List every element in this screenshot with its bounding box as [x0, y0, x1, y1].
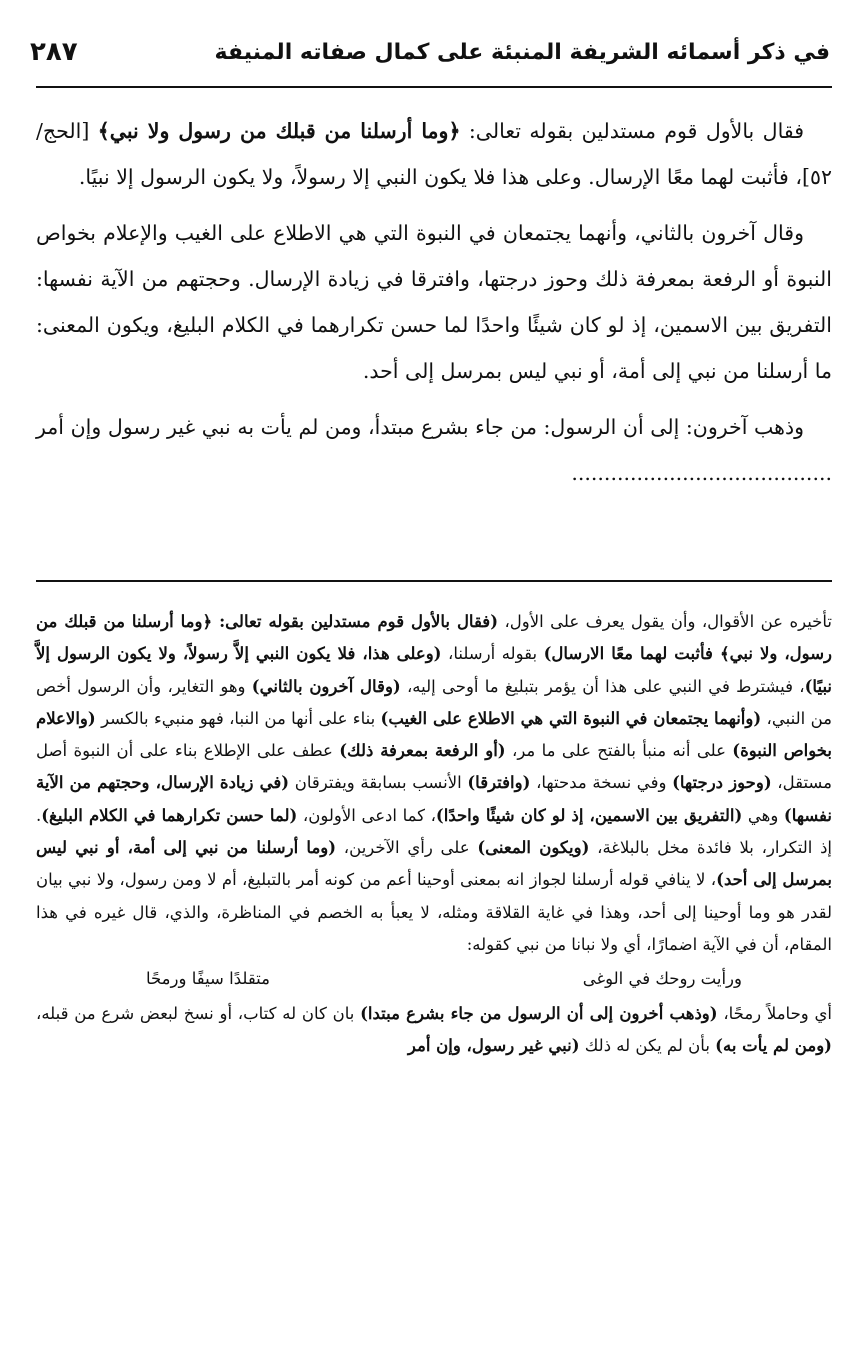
header-rule: [36, 86, 832, 88]
commentary-text-span: ، فيشترط في النبي على هذا أن يؤمر بتبليغ ما أوحى إليه،: [400, 676, 805, 696]
commentary-quoted-text: (والاعلام بخواص النبوة): [36, 708, 833, 761]
quran-quote: ﴿وما أرسلنا من قبلك من رسول ولا نبي﴾: [97, 119, 461, 143]
running-title: في ذكر أسمائه الشريفة المنبئة على كمال صفاته المنيفة: [214, 39, 830, 65]
commentary-text-span: على أنه منبأ بالفتح على ما مر،: [505, 741, 733, 761]
commentary-text-span: أي وحاملاً رمحًا،: [717, 1003, 832, 1023]
page-header: [30, 30, 830, 74]
main-paragraph-2: وقال آخرون بالثاني، وأنهما يجتمعان في النبوة التي هي الاطلاع على الغيب والإعلام بخواص النبوة أو الرفعة بمعرفة ذلك وحوز درجتها، وافترقا في زيادة الإرسال. وحجتهم من الآية نفسها: التفريق بين الاسمين، إذ لو كان شيئًا واحدًا لما حسن تكرارهما في الكلام البليغ، ويكون المعنى: ما أرسلنا من نبي إلى أمة، أو نبي ليس بمرسل إلى أحد.: [36, 221, 832, 383]
commentary-quoted-text: (وعلى هذا، فلا يكون النبي إلاَّ رسولاً، ولا يكون الرسول إلاَّ نبيًا): [36, 644, 833, 696]
main-paragraph-3: [36, 404, 832, 496]
commentary-text-span: ، كما ادعى الأولون،: [297, 805, 436, 825]
commentary-quoted-text: (في زيادة الإرسال، وحجتهم من الآية نفسها): [36, 773, 832, 825]
commentary-text-span: على رأي الآخرين،: [336, 838, 478, 858]
commentary-quoted-text: (وأنهما يجتمعان في النبوة التي هي الاطلاع على الغيب): [380, 708, 762, 728]
commentary-text-span: وهي: [742, 805, 784, 825]
page-number: ٢٨٧: [30, 37, 78, 67]
commentary-quoted-text: (ومن لم يأت به): [715, 1035, 832, 1055]
continuation-dots: ........................................: [571, 461, 832, 485]
commentary-text-span: بأن لم يكن له ذلك: [579, 1035, 716, 1055]
commentary-quoted-text: (وذهب أخرون إلى أن الرسول من جاء بشرع مبتدا): [360, 1003, 718, 1023]
commentary-quoted-text: (التفريق بين الاسمين، إذ لو كان شيئًا واحدًا): [435, 805, 743, 825]
commentary-quoted-text: (وقال آخرون بالثاني): [251, 676, 401, 696]
commentary-quoted-text: (أو الرفعة بمعرفة ذلك): [339, 741, 506, 761]
commentary-text-span: تأخيره عن الأقوال، وأن يقول يعرف على الأول،: [498, 612, 832, 631]
commentary-text-span: بقوله أرسلنا،: [441, 644, 544, 664]
main-text-span: [الحج/ ٥٢]، فأثبت لهما معًا الإرسال. وعلى هذا فلا يكون النبي إلا رسولاً، ولا يكون الرسول إلا نبيًا.: [36, 119, 832, 189]
commentary-quoted-text: (وحوز درجتها): [672, 773, 772, 793]
commentary-quoted-text: (لما حسن تكرارهما في الكلام البليغ): [41, 805, 298, 825]
poem-hemistich-right: ورأيت روحك في الوغى: [582, 969, 742, 989]
commentary-text-span: الأنسب بسابقة ويفترقان: [289, 773, 468, 793]
main-paragraph-1: [36, 108, 832, 200]
commentary-text-span: وهو التغاير، وأن الرسول أخص من النبي،: [36, 676, 832, 728]
commentary-text-span: بان كان له كتاب، أو نسخ لبعض شرع من قبله،: [36, 1003, 361, 1023]
footnote-rule: [36, 580, 832, 582]
main-text-span: وذهب آخرون: إلى أن الرسول: من جاء بشرع مبتدأ، ومن لم يأت به نبي غير رسول وإن أمر: [36, 415, 804, 439]
main-text-span: فقال بالأول قوم مستدلين بقوله تعالى:: [460, 119, 804, 143]
commentary-quoted-text: (فقال بالأول قوم مستدلين بقوله تعالى: ﴿وما أرسلنا من قبلك من رسول، ولا نبي﴾ فأثبت لهما معًا الارسال): [36, 612, 832, 664]
commentary-paragraph-1: [36, 606, 832, 961]
poem-verse: [36, 963, 832, 995]
commentary-quoted-text: (ويكون المعنى): [477, 838, 590, 858]
commentary-quoted-text: (نبي غير رسول، وإن أمر: [407, 1035, 580, 1055]
poem-hemistich-left: متقلدًا سيفًا ورمحًا: [146, 969, 270, 989]
commentary-text-span: . إذ التكرار، بلا فائدة مخل بالبلاغة،: [36, 805, 832, 858]
main-text: [36, 108, 832, 506]
commentary-text-span: ، لا ينافي قوله أرسلنا لجواز انه بمعنى أوحينا أعم من كونه أمر بالتبليغ، أم لا ومن رسول، ولا نبي بيان لقدر هو وما أوحينا إلى أحد، وهذا في غاية القلاقة ومثله، لا يعبأ به الخصم في المناظرة، والذي، قال غيره في هذا المقام، أن في الآية اضمارًا، أي ولا نبانا من نبي كقوله:: [36, 870, 832, 954]
commentary-quoted-text: (وما أرسلنا من نبي إلى أمة، أو نبي ليس بمرسل إلى أحد): [36, 838, 832, 890]
commentary-text-span: وفي نسخة مدحتها،: [530, 773, 673, 793]
commentary-text: [36, 606, 832, 1062]
commentary-text-span: بناء على أنها من النبا، فهو منبيء بالكسر: [95, 708, 381, 728]
commentary-paragraph-2: [36, 998, 832, 1063]
commentary-quoted-text: (وافترقا): [467, 773, 531, 793]
commentary-text-span: عطف على الإطلاع بناء على أن النبوة أصل مستقل،: [36, 741, 832, 793]
